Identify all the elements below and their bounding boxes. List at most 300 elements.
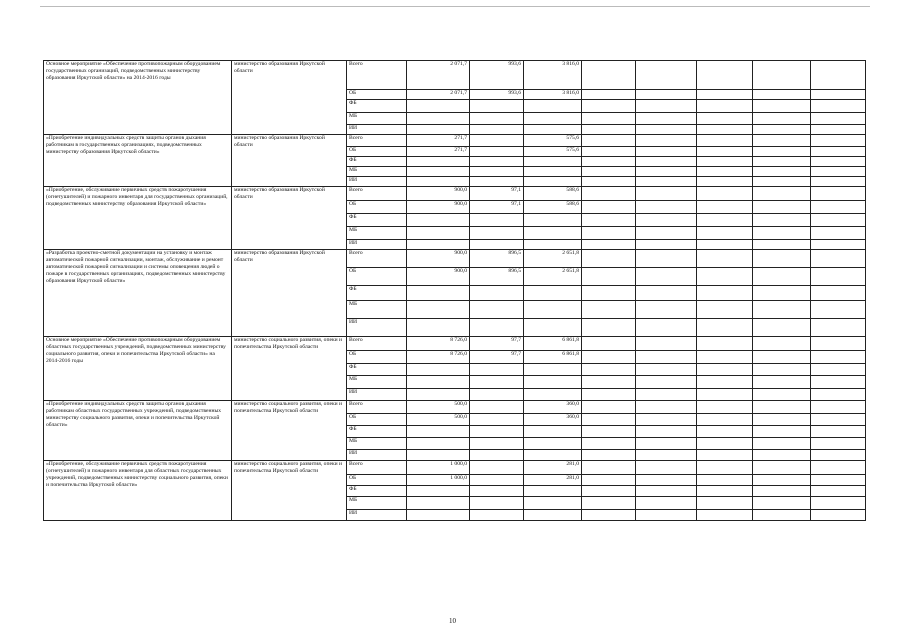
empty-cell	[697, 187, 753, 201]
value-cell: 900,0	[407, 250, 470, 268]
empty-cell	[753, 201, 811, 214]
empty-cell	[811, 227, 866, 240]
value-cell	[470, 450, 524, 461]
empty-cell	[753, 337, 811, 351]
value-cell	[407, 438, 470, 450]
empty-cell	[753, 486, 811, 497]
source-label: ФБ	[347, 426, 407, 438]
value-cell: 900,0	[407, 201, 470, 214]
empty-cell	[697, 227, 753, 240]
empty-cell	[753, 414, 811, 426]
empty-cell	[636, 135, 697, 147]
empty-cell	[636, 414, 697, 426]
empty-cell	[697, 157, 753, 167]
empty-cell	[697, 450, 753, 461]
value-cell: 6 861,8	[524, 351, 582, 364]
empty-cell	[636, 475, 697, 486]
value-cell	[524, 438, 582, 450]
empty-cell	[582, 177, 636, 187]
empty-cell	[811, 389, 866, 401]
event-cell: «Приобретение индивидуальных средств защиты органов дыхания работникам областных государственных учреждений, подведомственных министерству социального развития, опеки и попечительства Иркутской области»	[44, 401, 232, 461]
empty-cell	[697, 268, 753, 286]
empty-cell	[811, 157, 866, 167]
value-cell: 500,0	[407, 401, 470, 414]
value-cell	[524, 319, 582, 337]
empty-cell	[753, 450, 811, 461]
value-cell	[407, 240, 470, 250]
empty-cell	[582, 167, 636, 177]
value-cell	[407, 100, 470, 113]
value-cell	[407, 497, 470, 510]
empty-cell	[582, 268, 636, 286]
empty-cell	[582, 157, 636, 167]
event-cell: «Приобретение индивидуальных средств защиты органов дыхания работникам в государственных организациях, подведомственных министерству образования Иркутской области»	[44, 135, 232, 187]
value-cell	[524, 486, 582, 497]
value-cell: 360,0	[524, 414, 582, 426]
empty-cell	[697, 201, 753, 214]
value-cell: 97,7	[470, 337, 524, 351]
value-cell: 281,0	[524, 475, 582, 486]
value-cell: 1 000,0	[407, 461, 470, 475]
empty-cell	[636, 227, 697, 240]
empty-cell	[697, 214, 753, 227]
empty-cell	[636, 337, 697, 351]
empty-cell	[636, 268, 697, 286]
value-cell: 588,6	[524, 187, 582, 201]
value-cell: 271,7	[407, 135, 470, 147]
org-cell: министерство социального развития, опеки и попечительства Иркутской области	[232, 461, 347, 521]
value-cell	[470, 147, 524, 157]
value-cell	[470, 100, 524, 113]
value-cell	[524, 376, 582, 389]
empty-cell	[582, 113, 636, 125]
empty-cell	[582, 461, 636, 475]
value-cell: 3 816,0	[524, 61, 582, 90]
org-cell: министерство социального развития, опеки и попечительства Иркутской области	[232, 337, 347, 401]
value-cell: 2 071,7	[407, 90, 470, 100]
value-cell	[407, 450, 470, 461]
source-label: ИИ	[347, 125, 407, 135]
value-cell	[524, 214, 582, 227]
empty-cell	[753, 389, 811, 401]
empty-cell	[636, 461, 697, 475]
empty-cell	[753, 135, 811, 147]
empty-cell	[697, 438, 753, 450]
source-label: Всего	[347, 61, 407, 90]
source-label: МБ	[347, 227, 407, 240]
empty-cell	[753, 157, 811, 167]
empty-cell	[636, 125, 697, 135]
value-cell: 1 000,0	[407, 475, 470, 486]
value-cell	[470, 113, 524, 125]
value-cell	[470, 157, 524, 167]
table-row	[44, 135, 866, 147]
value-cell: 97,1	[470, 201, 524, 214]
empty-cell	[811, 486, 866, 497]
empty-cell	[811, 187, 866, 201]
value-cell: 993,6	[470, 90, 524, 100]
value-cell	[470, 497, 524, 510]
empty-cell	[636, 319, 697, 337]
empty-cell	[697, 364, 753, 376]
empty-cell	[582, 286, 636, 301]
event-cell: «Приобретение, обслуживание первичных средств пожаротушения (огнетушителей) и пожарного инвентаря для государственных организаций, подведомственных министерству образования Иркутской области»	[44, 187, 232, 250]
empty-cell	[811, 113, 866, 125]
value-cell	[407, 486, 470, 497]
value-cell	[524, 426, 582, 438]
empty-cell	[636, 113, 697, 125]
empty-cell	[753, 100, 811, 113]
empty-cell	[811, 414, 866, 426]
empty-cell	[811, 240, 866, 250]
empty-cell	[636, 510, 697, 521]
event-cell: Основное мероприятие «Обеспечение противопожарным оборудованием государственных организаций, подведомственных министерству образования Иркутской области» на 2014-2016 годы	[44, 61, 232, 135]
empty-cell	[697, 376, 753, 389]
empty-cell	[697, 250, 753, 268]
source-label: МБ	[347, 301, 407, 319]
value-cell	[407, 319, 470, 337]
source-label: ФБ	[347, 364, 407, 376]
empty-cell	[697, 61, 753, 90]
value-cell	[407, 157, 470, 167]
source-label: МБ	[347, 113, 407, 125]
value-cell	[407, 301, 470, 319]
empty-cell	[697, 301, 753, 319]
empty-cell	[697, 426, 753, 438]
source-label: ИИ	[347, 450, 407, 461]
empty-cell	[582, 201, 636, 214]
value-cell	[470, 135, 524, 147]
empty-cell	[636, 497, 697, 510]
value-cell: 281,0	[524, 461, 582, 475]
value-cell	[524, 157, 582, 167]
value-cell	[470, 438, 524, 450]
empty-cell	[582, 214, 636, 227]
org-cell: министерство образования Иркутской области	[232, 187, 347, 250]
empty-cell	[636, 167, 697, 177]
empty-cell	[582, 351, 636, 364]
value-cell	[470, 286, 524, 301]
empty-cell	[697, 475, 753, 486]
value-cell: 900,0	[407, 268, 470, 286]
value-cell	[524, 286, 582, 301]
empty-cell	[697, 240, 753, 250]
source-label: Всего	[347, 337, 407, 351]
value-cell	[407, 227, 470, 240]
empty-cell	[753, 301, 811, 319]
empty-cell	[753, 401, 811, 414]
source-label: ИИ	[347, 177, 407, 187]
empty-cell	[697, 135, 753, 147]
empty-cell	[582, 510, 636, 521]
empty-cell	[753, 214, 811, 227]
empty-cell	[582, 450, 636, 461]
value-cell: 896,5	[470, 268, 524, 286]
source-label: ОБ	[347, 475, 407, 486]
source-label: Всего	[347, 135, 407, 147]
empty-cell	[697, 414, 753, 426]
value-cell	[407, 113, 470, 125]
value-cell: 97,1	[470, 187, 524, 201]
value-cell: 993,6	[470, 61, 524, 90]
empty-cell	[636, 351, 697, 364]
empty-cell	[636, 376, 697, 389]
empty-cell	[753, 125, 811, 135]
empty-cell	[697, 337, 753, 351]
empty-cell	[811, 135, 866, 147]
empty-cell	[811, 167, 866, 177]
empty-cell	[811, 147, 866, 157]
value-cell	[470, 319, 524, 337]
empty-cell	[582, 475, 636, 486]
empty-cell	[753, 268, 811, 286]
empty-cell	[811, 250, 866, 268]
empty-cell	[582, 100, 636, 113]
source-label: МБ	[347, 376, 407, 389]
empty-cell	[753, 376, 811, 389]
value-cell	[524, 364, 582, 376]
value-cell	[407, 125, 470, 135]
source-label: ФБ	[347, 486, 407, 497]
source-label: МБ	[347, 497, 407, 510]
value-cell	[470, 475, 524, 486]
value-cell: 588,6	[524, 201, 582, 214]
value-cell: 896,5	[470, 250, 524, 268]
empty-cell	[697, 125, 753, 135]
empty-cell	[582, 376, 636, 389]
event-cell: «Разработка проектно-сметной документации на установку и монтаж автоматической пожарной сигнализации, монтаж, обслуживание и ремонт автоматической пожарной сигнализации и системы оповещения людей о пожаре в государственных организациях, подведомственных министерству образования Иркутской области»	[44, 250, 232, 337]
empty-cell	[636, 364, 697, 376]
empty-cell	[582, 240, 636, 250]
empty-cell	[697, 461, 753, 475]
value-cell	[524, 301, 582, 319]
source-label: ОБ	[347, 90, 407, 100]
empty-cell	[811, 376, 866, 389]
empty-cell	[811, 268, 866, 286]
value-cell	[470, 301, 524, 319]
source-label: ФБ	[347, 286, 407, 301]
value-cell: 97,7	[470, 351, 524, 364]
value-cell: 900,0	[407, 187, 470, 201]
empty-cell	[753, 113, 811, 125]
empty-cell	[582, 414, 636, 426]
empty-cell	[811, 461, 866, 475]
source-label: ФБ	[347, 214, 407, 227]
empty-cell	[582, 319, 636, 337]
empty-cell	[582, 135, 636, 147]
empty-cell	[697, 167, 753, 177]
empty-cell	[697, 286, 753, 301]
empty-cell	[753, 147, 811, 157]
empty-cell	[636, 450, 697, 461]
empty-cell	[753, 438, 811, 450]
table-row	[44, 61, 866, 90]
value-cell: 2 071,7	[407, 61, 470, 90]
empty-cell	[582, 147, 636, 157]
value-cell: 6 861,8	[524, 337, 582, 351]
empty-cell	[753, 61, 811, 90]
empty-cell	[753, 177, 811, 187]
value-cell: 500,0	[407, 414, 470, 426]
empty-cell	[697, 147, 753, 157]
value-cell	[407, 167, 470, 177]
source-label: ИИ	[347, 319, 407, 337]
empty-cell	[753, 319, 811, 337]
value-cell	[407, 364, 470, 376]
empty-cell	[697, 100, 753, 113]
value-cell	[470, 364, 524, 376]
empty-cell	[753, 90, 811, 100]
table-row	[44, 401, 866, 414]
empty-cell	[636, 147, 697, 157]
empty-cell	[697, 351, 753, 364]
value-cell: 2 651,8	[524, 268, 582, 286]
value-cell	[524, 113, 582, 125]
empty-cell	[697, 401, 753, 414]
empty-cell	[753, 250, 811, 268]
empty-cell	[582, 486, 636, 497]
value-cell: 3 816,0	[524, 90, 582, 100]
value-cell	[407, 177, 470, 187]
value-cell	[470, 177, 524, 187]
value-cell	[407, 376, 470, 389]
empty-cell	[582, 364, 636, 376]
value-cell	[470, 389, 524, 401]
value-cell: 2 651,8	[524, 250, 582, 268]
empty-cell	[636, 240, 697, 250]
empty-cell	[636, 486, 697, 497]
event-cell: «Приобретение, обслуживание первичных средств пожаротушения (огнетушителей) и пожарного инвентаря для областных государственных учреждений, подведомственных министерству социального развития, опеки и попечительства Иркутской области»	[44, 461, 232, 521]
empty-cell	[811, 475, 866, 486]
empty-cell	[811, 125, 866, 135]
empty-cell	[636, 61, 697, 90]
empty-cell	[811, 286, 866, 301]
empty-cell	[636, 187, 697, 201]
source-label: ОБ	[347, 147, 407, 157]
table-row	[44, 250, 866, 268]
empty-cell	[636, 157, 697, 167]
source-label: Всего	[347, 187, 407, 201]
empty-cell	[811, 497, 866, 510]
org-cell: министерство образования Иркутской области	[232, 250, 347, 337]
budget-table	[43, 60, 866, 521]
value-cell: 360,0	[524, 401, 582, 414]
source-label: МБ	[347, 438, 407, 450]
table-row	[44, 187, 866, 201]
empty-cell	[697, 113, 753, 125]
empty-cell	[697, 510, 753, 521]
empty-cell	[582, 301, 636, 319]
value-cell	[470, 227, 524, 240]
empty-cell	[697, 486, 753, 497]
empty-cell	[811, 426, 866, 438]
empty-cell	[636, 401, 697, 414]
value-cell	[524, 510, 582, 521]
empty-cell	[811, 90, 866, 100]
value-cell	[470, 486, 524, 497]
value-cell: 271,7	[407, 147, 470, 157]
source-label: ОБ	[347, 351, 407, 364]
empty-cell	[582, 250, 636, 268]
empty-cell	[636, 286, 697, 301]
empty-cell	[811, 401, 866, 414]
value-cell	[524, 177, 582, 187]
source-label: ОБ	[347, 268, 407, 286]
empty-cell	[582, 227, 636, 240]
value-cell	[524, 389, 582, 401]
empty-cell	[582, 90, 636, 100]
empty-cell	[753, 510, 811, 521]
empty-cell	[811, 201, 866, 214]
value-cell	[470, 510, 524, 521]
source-label: ОБ	[347, 414, 407, 426]
event-cell: Основное мероприятие «Обеспечение противопожарным оборудованием областных государственных учреждений, подведомственных министерству социального развития, опеки и попечительства Иркутской области» на 2014-2016 годы	[44, 337, 232, 401]
empty-cell	[811, 364, 866, 376]
empty-cell	[636, 177, 697, 187]
value-cell	[524, 450, 582, 461]
value-cell	[470, 376, 524, 389]
value-cell	[524, 100, 582, 113]
value-cell	[407, 214, 470, 227]
source-label: Всего	[347, 250, 407, 268]
empty-cell	[753, 364, 811, 376]
value-cell	[470, 461, 524, 475]
source-label: Всего	[347, 401, 407, 414]
value-cell	[407, 426, 470, 438]
org-cell: министерство социального развития, опеки и попечительства Иркутской области	[232, 401, 347, 461]
empty-cell	[753, 426, 811, 438]
source-label: ИИ	[347, 510, 407, 521]
empty-cell	[636, 201, 697, 214]
empty-cell	[811, 100, 866, 113]
value-cell	[524, 240, 582, 250]
empty-cell	[582, 497, 636, 510]
value-cell: 8 726,0	[407, 337, 470, 351]
empty-cell	[582, 125, 636, 135]
empty-cell	[582, 401, 636, 414]
empty-cell	[636, 250, 697, 268]
source-label: Всего	[347, 461, 407, 475]
empty-cell	[753, 475, 811, 486]
empty-cell	[753, 227, 811, 240]
value-cell: 575,6	[524, 135, 582, 147]
source-label: ИИ	[347, 389, 407, 401]
value-cell	[470, 125, 524, 135]
empty-cell	[582, 426, 636, 438]
source-label: ФБ	[347, 100, 407, 113]
empty-cell	[811, 61, 866, 90]
value-cell	[470, 240, 524, 250]
value-cell	[407, 389, 470, 401]
empty-cell	[811, 438, 866, 450]
value-cell: 8 726,0	[407, 351, 470, 364]
value-cell	[524, 227, 582, 240]
value-cell	[524, 497, 582, 510]
source-label: ФБ	[347, 157, 407, 167]
empty-cell	[697, 90, 753, 100]
empty-cell	[811, 510, 866, 521]
source-label: МБ	[347, 167, 407, 177]
empty-cell	[753, 240, 811, 250]
table-row	[44, 461, 866, 475]
source-label: ИИ	[347, 240, 407, 250]
empty-cell	[697, 389, 753, 401]
empty-cell	[697, 497, 753, 510]
value-cell	[407, 286, 470, 301]
value-cell	[524, 167, 582, 177]
empty-cell	[811, 337, 866, 351]
value-cell	[470, 214, 524, 227]
